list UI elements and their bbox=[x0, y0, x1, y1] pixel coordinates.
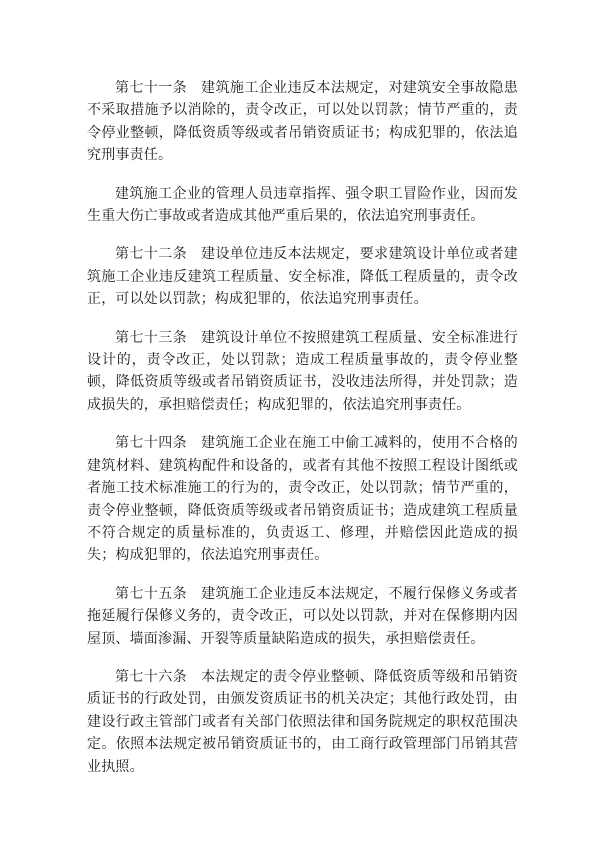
article-text: 建设单位违反本法规定，要求建筑设计单位或者建筑施工企业违反建筑工程质量、安全标准，降低工程质量的，责令改正，可以处以罚款；构成犯罪的，依法追究刑事责任。 bbox=[87, 247, 518, 308]
article-text: 建筑设计单位不按照建筑工程质量、安全标准进行设计的，责令改正，处以罚款；造成工程质量事故的，责令停业整顿，降低资质等级或者吊销资质证书，没收违法所得，并处罚款；造成损失的，承担赔偿责任；构成犯罪的，依法追究刑事责任。 bbox=[87, 330, 518, 413]
article-text: 建筑施工企业的管理人员违章指挥、强令职工冒险作业，因而发生重大伤亡事故或者造成其他严重后果的，依法追究刑事责任。 bbox=[87, 186, 518, 225]
paragraph-article-73 bbox=[87, 328, 518, 418]
article-number: 第七十五条 bbox=[115, 586, 188, 602]
article-number: 第七十一条 bbox=[115, 81, 188, 96]
article-number: 第七十四条 bbox=[115, 436, 188, 452]
paragraph-article-72 bbox=[87, 244, 518, 311]
article-number: 第七十六条 bbox=[115, 669, 188, 685]
paragraph-article-71-clause-2 bbox=[87, 184, 518, 229]
paragraph-article-71 bbox=[87, 78, 518, 168]
article-text: 本法规定的责令停业整顿、降低资质等级和吊销资质证书的行政处罚，由颁发资质证书的机关决定；其他行政处罚，由建设行政主管部门或者有关部门依照法律和国务院规定的职权范围决定。依照本法规定被吊销资质证书的，由工商行政管理部门吊销其营业执照。 bbox=[87, 669, 518, 775]
article-number: 第七十二条 bbox=[115, 247, 188, 263]
article-text: 建筑施工企业违反本法规定，不履行保修义务或者拖延履行保修义务的，责令改正，可以处以罚款，并对在保修期内因屋顶、墙面渗漏、开裂等质量缺陷造成的损失，承担赔偿责任。 bbox=[87, 586, 518, 647]
article-text: 建筑施工企业在施工中偷工减料的，使用不合格的建筑材料、建筑构配件和设备的，或者有其他不按照工程设计图纸或者施工技术标准施工的行为的，责令改正，处以罚款；情节严重的，责令停业整顿，降低资质等级或者吊销资质证书；造成建筑工程质量不符合规定的质量标准的，负责返工、修理，并赔偿因此造成的损失；构成犯罪的，依法追究刑事责任。 bbox=[87, 436, 518, 564]
paragraph-article-75 bbox=[87, 584, 518, 651]
paragraph-article-76 bbox=[87, 667, 518, 779]
paragraph-article-74 bbox=[87, 433, 518, 567]
document-body bbox=[87, 78, 518, 779]
article-text: 建筑施工企业违反本法规定，对建筑安全事故隐患不采取措施予以消除的，责令改正，可以处以罚款；情节严重的，责令停业整顿，降低资质等级或者吊销资质证书；构成犯罪的，依法追究刑事责任。 bbox=[87, 81, 518, 164]
article-number: 第七十三条 bbox=[115, 330, 188, 346]
